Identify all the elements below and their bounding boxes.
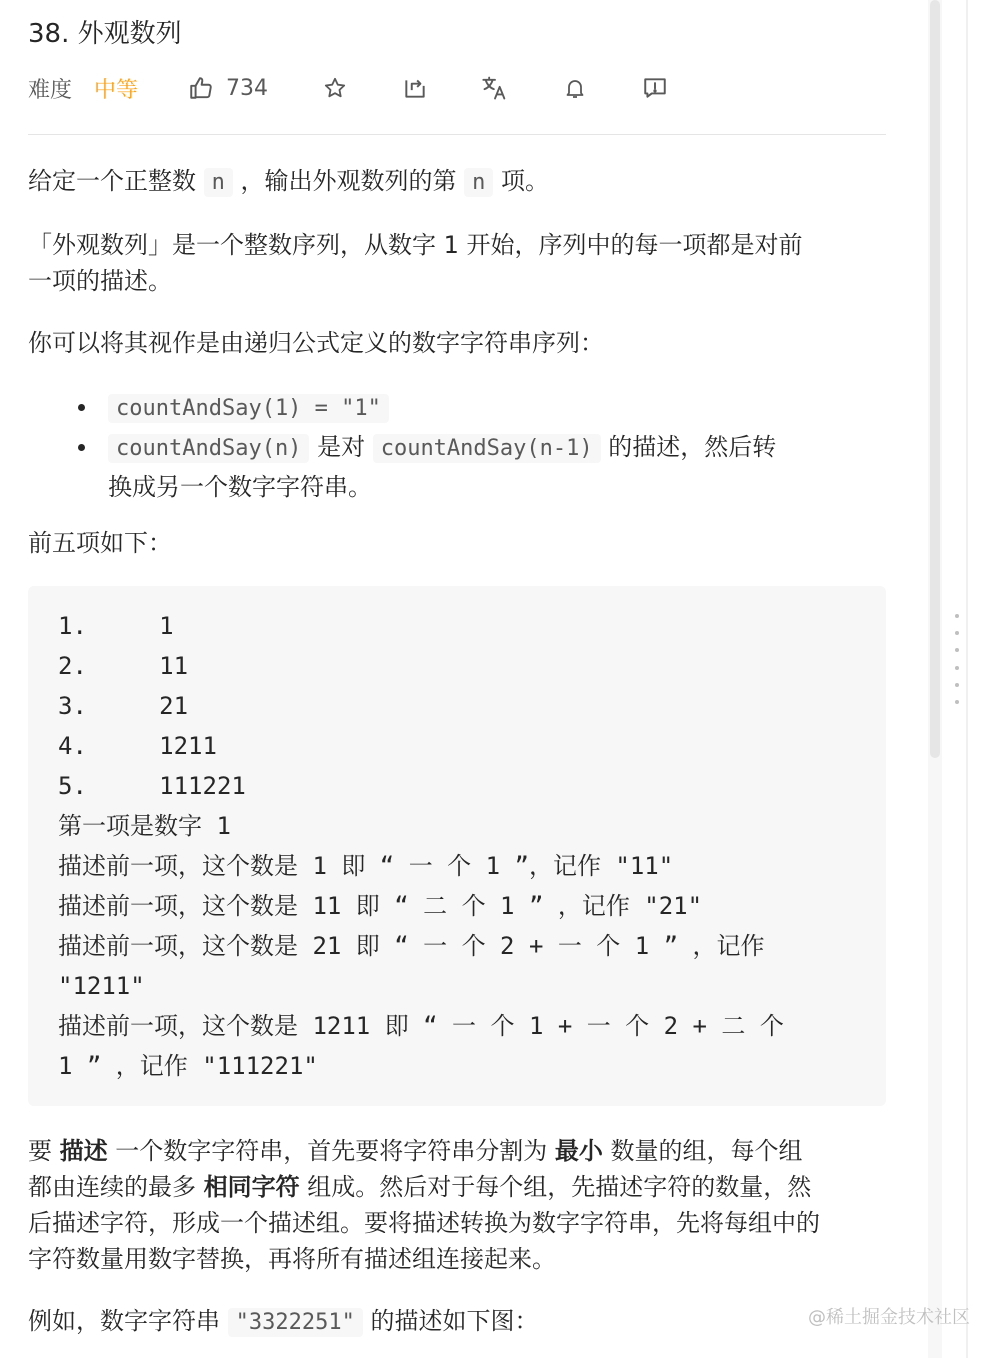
text: 字符数量用数字替换，再将所有描述组连接起来。	[28, 1245, 556, 1273]
inline-code: "3322251"	[228, 1308, 363, 1337]
text: 一项的描述。	[28, 267, 172, 295]
inline-code-n: n	[204, 168, 233, 197]
text: 的描述，然后转	[600, 433, 777, 461]
difficulty-label: 难度	[28, 77, 73, 103]
subscribe-button[interactable]	[558, 71, 592, 105]
text: 后描述字符，形成一个描述组。要将描述转换为数字字符串，先将每组中的	[28, 1209, 820, 1237]
bold-text: 相同字符	[203, 1173, 300, 1201]
list-item	[28, 428, 886, 506]
code-line: "1211"	[58, 972, 145, 1000]
code-line: 1 ” ，记作 "111221"	[58, 1052, 318, 1080]
code-line: 描述前一项，这个数是 1 即 “ 一 个 1 ”，记作 "11"	[58, 852, 674, 880]
code-line: 4. 1211	[58, 732, 217, 760]
description-paragraph-5	[28, 1133, 820, 1277]
definition-list	[28, 388, 886, 506]
star-icon	[323, 76, 347, 100]
code-text	[28, 586, 886, 1106]
feedback-button[interactable]	[638, 71, 672, 105]
bold-text: 描述	[59, 1137, 108, 1165]
text: 一个数字字符串，首先要将字符串分割为	[107, 1137, 555, 1165]
description-paragraph-6	[28, 1303, 539, 1341]
text: 组成。然后对于每个组，先描述字符的数量，然	[299, 1173, 812, 1201]
text: 数量的组，每个组	[602, 1137, 803, 1165]
code-line: 描述前一项，这个数是 1211 即 “ 一 个 1 + 一 个 2 + 二 个	[58, 1012, 784, 1040]
code-line: 2. 11	[58, 652, 189, 680]
inline-code: countAndSay(1) = "1"	[108, 394, 389, 423]
code-line: 第一项是数字 1	[58, 812, 231, 840]
translate-icon	[481, 74, 509, 102]
favorite-button[interactable]	[318, 71, 352, 105]
text: 项。	[493, 167, 550, 195]
like-count: 734	[226, 75, 269, 101]
like-button[interactable]	[188, 75, 268, 101]
bold-text: 最小	[554, 1137, 603, 1165]
bullet-dot	[78, 444, 85, 451]
panel-resize-handle[interactable]	[950, 614, 964, 704]
text: 给定一个正整数	[28, 167, 204, 195]
bullet-dot	[78, 404, 85, 411]
share-button[interactable]	[398, 71, 432, 105]
code-line: 描述前一项，这个数是 21 即 “ 一 个 2 + 一 个 1 ” ，记作	[58, 932, 765, 960]
code-line: 1. 1	[58, 612, 174, 640]
text: 「外观数列」是一个整数序列，从数字 1 开始，序列中的每一项都是对前	[28, 231, 803, 259]
code-line: 描述前一项，这个数是 11 即 “ 二 个 1 ” ，记作 "21"	[58, 892, 703, 920]
text: 是对	[309, 433, 373, 461]
code-line: 5. 111221	[58, 772, 246, 800]
divider	[28, 134, 886, 135]
text: 都由连续的最多	[28, 1173, 204, 1201]
scrollbar-thumb[interactable]	[930, 0, 940, 758]
description-paragraph-1	[28, 163, 549, 201]
description-paragraph-3: 你可以将其视作是由递归公式定义的数字字符串序列：	[28, 329, 604, 357]
text: ，输出外观数列的第	[232, 167, 465, 195]
example-code-block	[28, 586, 886, 1106]
inline-code: countAndSay(n)	[108, 434, 309, 463]
thumb-up-icon	[188, 75, 214, 101]
share-icon	[402, 75, 428, 101]
description-paragraph-2	[28, 227, 803, 299]
bell-icon	[563, 76, 587, 100]
text: 换成另一个数字字符串。	[108, 473, 372, 501]
text: 要	[28, 1137, 60, 1165]
code-line: 3. 21	[58, 692, 189, 720]
list-item	[28, 388, 886, 428]
problem-title: 38. 外观数列	[28, 19, 182, 49]
translate-button[interactable]	[478, 71, 512, 105]
watermark: @稀土掘金技术社区	[808, 1307, 970, 1328]
description-paragraph-4: 前五项如下：	[28, 529, 172, 557]
difficulty-badge: 中等	[94, 77, 139, 103]
feedback-icon	[642, 75, 668, 101]
problem-toolbar	[28, 70, 886, 106]
inline-code-n: n	[464, 168, 493, 197]
text: 例如，数字字符串	[28, 1307, 228, 1335]
inline-code: countAndSay(n-1)	[373, 434, 601, 463]
text: 的描述如下图：	[362, 1307, 539, 1335]
panel-edge	[966, 0, 968, 1358]
